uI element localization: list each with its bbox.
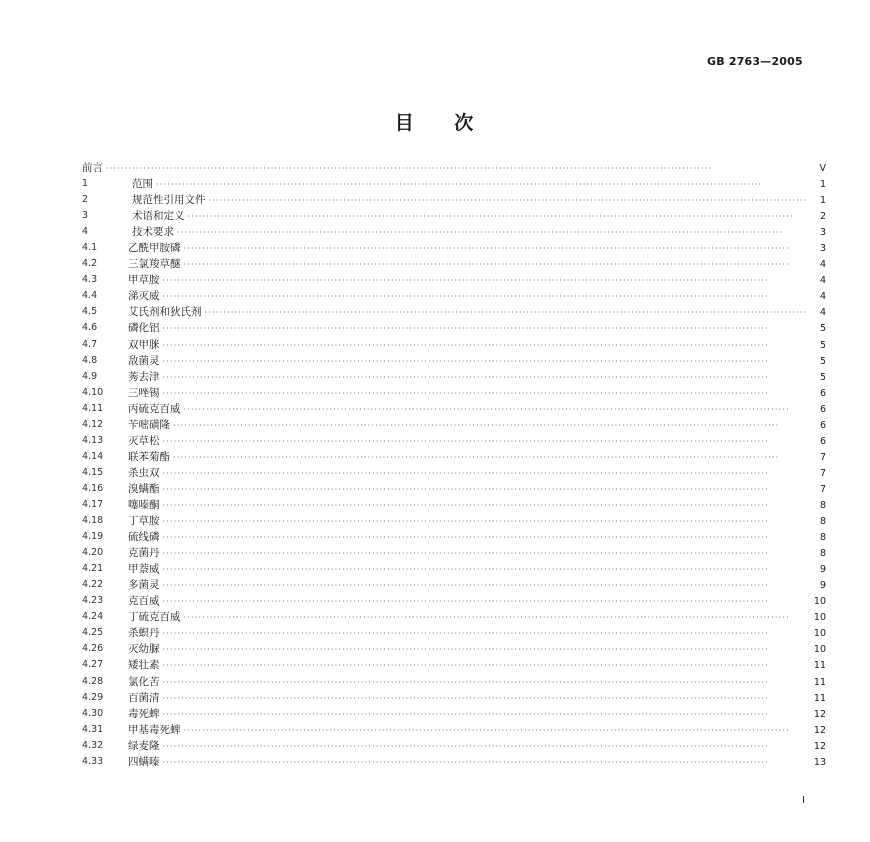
toc-entry-page: 2 — [819, 211, 826, 223]
toc-entry[interactable] — [82, 465, 826, 481]
toc-entry-body — [132, 176, 826, 193]
toc-dot-leader — [163, 675, 809, 691]
toc-dot-leader — [163, 466, 809, 482]
table-of-contents — [82, 160, 826, 770]
toc-entry-number: 3 — [82, 210, 89, 222]
toc-entry-label: 艾氏剂和狄氏剂 — [128, 306, 202, 319]
toc-dot-leader — [163, 370, 809, 386]
toc-entry-page: 10 — [813, 596, 826, 608]
toc-entry-page: 5 — [819, 371, 826, 383]
toc-entry-page: 10 — [813, 644, 826, 656]
toc-entry-label: 丁硫克百威 — [128, 611, 181, 624]
toc-entry[interactable] — [82, 304, 826, 320]
toc-entry[interactable] — [82, 609, 826, 625]
toc-dot-leader — [163, 338, 809, 354]
toc-entry[interactable] — [82, 208, 826, 224]
toc-entry-number: 4 — [82, 226, 89, 238]
toc-entry[interactable] — [82, 337, 826, 353]
toc-entry-number: 4.2 — [82, 258, 98, 270]
toc-dot-leader — [163, 354, 809, 370]
toc-entry-label: 三唑锡 — [128, 386, 160, 399]
toc-entry-number: 4.22 — [82, 579, 104, 591]
toc-dot-leader — [163, 514, 809, 530]
toc-entry-label: 毒死蜱 — [128, 707, 160, 720]
toc-entry-number: 4.30 — [82, 707, 104, 719]
toc-entry-body — [128, 417, 826, 434]
toc-entry-number: 2 — [82, 194, 89, 206]
toc-entry-number: 4.29 — [82, 691, 104, 703]
toc-dot-leader — [163, 707, 809, 723]
toc-entry-body — [128, 433, 826, 450]
toc-dot-leader — [184, 257, 809, 273]
toc-entry-number: 4.20 — [82, 547, 104, 559]
toc-dot-leader — [163, 658, 809, 674]
toc-entry-body — [132, 208, 826, 225]
toc-entry-body — [128, 657, 826, 674]
toc-entry-label: 磷化铝 — [128, 322, 160, 335]
toc-entry[interactable] — [82, 272, 826, 288]
toc-entry-number: 4.25 — [82, 627, 104, 639]
toc-entry-number: 4.9 — [82, 370, 98, 382]
toc-entry-label: 丙硫克百威 — [128, 402, 181, 415]
toc-entry-number: 4.6 — [82, 322, 98, 334]
toc-entry-page: 8 — [819, 516, 826, 528]
toc-entry-number: 4.1 — [82, 242, 98, 254]
toc-entry-body — [128, 593, 826, 610]
toc-entry-number: 1 — [82, 178, 89, 190]
toc-entry-number: 4.8 — [82, 354, 98, 366]
toc-dot-leader — [156, 177, 808, 193]
toc-entry-number: 4.15 — [82, 466, 104, 478]
toc-entry-label: 甲萘威 — [128, 563, 160, 576]
toc-dot-leader — [173, 450, 808, 466]
toc-entry-body — [128, 641, 826, 658]
toc-dot-leader — [184, 241, 809, 257]
toc-dot-leader — [184, 610, 809, 626]
toc-entry-body — [128, 304, 826, 321]
toc-entry-page: 10 — [813, 612, 826, 624]
toc-entry-page: 12 — [813, 740, 826, 752]
toc-entry-body — [128, 545, 826, 562]
toc-entry-body — [128, 738, 826, 755]
toc-entry-number: 4.13 — [82, 434, 104, 446]
toc-entry[interactable] — [82, 690, 826, 706]
toc-entry-page: 12 — [813, 724, 826, 736]
toc-entry-body — [128, 706, 826, 723]
toc-entry-label: 氯化苦 — [128, 675, 160, 688]
toc-entry-body — [128, 385, 826, 402]
toc-entry-label: 杀螟丹 — [128, 627, 160, 640]
toc-dot-leader — [163, 739, 809, 755]
toc-entry-body — [128, 369, 826, 386]
toc-entry-number: 4.26 — [82, 643, 104, 655]
toc-entry-page: 3 — [819, 243, 826, 255]
toc-entry-label: 甲草胺 — [128, 274, 160, 287]
toc-entry-number: 4.28 — [82, 675, 104, 687]
toc-entry-page: 4 — [819, 275, 826, 287]
toc-entry-page: 4 — [819, 307, 826, 319]
toc-entry-label: 丁草胺 — [128, 515, 160, 528]
toc-entry[interactable] — [82, 256, 826, 272]
toc-entry[interactable] — [82, 577, 826, 593]
toc-entry-body — [128, 625, 826, 642]
toc-entry-body — [128, 513, 826, 530]
toc-entry[interactable] — [82, 738, 826, 754]
toc-entry-number: 4.7 — [82, 338, 98, 350]
toc-entry-body — [128, 481, 826, 498]
toc-entry-label: 术语和定义 — [132, 210, 185, 223]
toc-entry-label: 噻嗪酮 — [128, 498, 160, 511]
toc-entry-label: 绿麦隆 — [128, 739, 160, 752]
toc-entry-number: 4.3 — [82, 274, 98, 286]
toc-entry-page: 11 — [813, 660, 826, 672]
toc-entry-page: 7 — [819, 467, 826, 479]
toc-entry-body — [128, 337, 826, 354]
toc-entry-page: 6 — [819, 435, 826, 447]
toc-entry-body — [128, 256, 826, 273]
toc-entry[interactable] — [82, 545, 826, 561]
toc-entry-page: 9 — [819, 564, 826, 576]
toc-entry[interactable] — [82, 641, 826, 657]
toc-dot-leader — [188, 209, 809, 225]
toc-entry-label: 矮壮素 — [128, 659, 160, 672]
toc-entry-page: 13 — [813, 756, 826, 768]
toc-entry-number: 4.17 — [82, 498, 104, 510]
toc-entry-body — [128, 449, 826, 466]
toc-entry[interactable] — [82, 240, 826, 256]
toc-entry-body — [128, 674, 826, 691]
toc-entry-page: 6 — [819, 387, 826, 399]
toc-entry-label: 克菌丹 — [128, 547, 160, 560]
toc-entry-page: 1 — [819, 195, 826, 207]
toc-entry[interactable] — [82, 625, 826, 641]
toc-entry-page: 6 — [819, 419, 826, 431]
toc-entry-page: 12 — [813, 708, 826, 720]
toc-entry[interactable] — [82, 417, 826, 433]
toc-dot-leader — [184, 723, 809, 739]
toc-entry-number: 4.16 — [82, 482, 104, 494]
toc-entry-number: 4.19 — [82, 531, 104, 543]
toc-entry-label: 前言 — [82, 162, 103, 174]
toc-entry[interactable] — [82, 481, 826, 497]
toc-entry-body — [128, 465, 826, 482]
toc-entry[interactable] — [82, 385, 826, 401]
toc-entry-body — [128, 577, 826, 594]
toc-entry[interactable] — [82, 192, 826, 208]
toc-entry-body — [128, 353, 826, 370]
toc-entry-number: 4.27 — [82, 659, 104, 671]
toc-entry-label: 多菌灵 — [128, 579, 160, 592]
toc-entry-body — [132, 224, 826, 241]
toc-entry-number: 4.32 — [82, 739, 104, 751]
toc-dot-leader — [163, 755, 809, 771]
toc-dot-leader — [163, 626, 809, 642]
toc-entry-number: 4.5 — [82, 306, 98, 318]
toc-entry-body — [128, 561, 826, 578]
toc-entry-page: 11 — [813, 692, 826, 704]
toc-entry-label: 双甲脒 — [128, 338, 160, 351]
toc-entry[interactable] — [82, 320, 826, 336]
toc-entry-body — [128, 609, 826, 626]
toc-dot-leader — [163, 642, 809, 658]
toc-entry-number: 4.23 — [82, 595, 104, 607]
toc-entry[interactable] — [82, 433, 826, 449]
toc-entry-label: 灭草松 — [128, 434, 160, 447]
toc-entry-page: 10 — [813, 628, 826, 640]
toc-entry-number: 4.4 — [82, 290, 98, 302]
toc-entry[interactable] — [82, 176, 826, 192]
toc-entry-page: Ⅴ — [819, 163, 826, 174]
toc-entry[interactable] — [82, 593, 826, 609]
toc-entry-number: 4.24 — [82, 611, 104, 623]
toc-entry[interactable] — [82, 449, 826, 465]
toc-entry-body — [128, 401, 826, 418]
toc-entry[interactable] — [82, 706, 826, 722]
toc-entry[interactable] — [82, 513, 826, 529]
toc-entry-page: 6 — [819, 403, 826, 415]
toc-dot-leader — [163, 691, 809, 707]
toc-entry-label: 克百威 — [128, 595, 160, 608]
toc-entry-page: 1 — [819, 179, 826, 191]
toc-entry-label: 苄嘧磺隆 — [128, 418, 170, 431]
toc-entry-label: 莠去津 — [128, 370, 160, 383]
toc-entry-number: 4.12 — [82, 418, 104, 430]
toc-entry[interactable] — [82, 529, 826, 545]
toc-entry-page: 8 — [819, 532, 826, 544]
toc-dot-leader — [163, 273, 809, 289]
toc-entry-body — [128, 722, 826, 739]
toc-entry-page: 7 — [819, 451, 826, 463]
toc-entry[interactable] — [82, 160, 826, 176]
toc-dot-leader — [163, 562, 809, 578]
toc-entry-body — [132, 192, 826, 209]
toc-entry-label: 溴螨酯 — [128, 482, 160, 495]
toc-entry-number: 4.14 — [82, 450, 104, 462]
toc-entry-page: 5 — [819, 339, 826, 351]
toc-entry-page: 9 — [819, 580, 826, 592]
toc-dot-leader — [163, 289, 809, 305]
toc-entry-body — [128, 754, 826, 771]
toc-dot-leader — [177, 225, 808, 241]
toc-dot-leader — [106, 161, 808, 177]
toc-entry-label: 三氯羧草醚 — [128, 258, 181, 271]
toc-dot-leader — [184, 402, 809, 418]
toc-entry-label: 范围 — [132, 178, 153, 191]
toc-entry-page: 3 — [819, 227, 826, 239]
toc-dot-leader — [163, 482, 809, 498]
toc-entry-label: 联苯菊酯 — [128, 450, 170, 463]
toc-dot-leader — [205, 305, 809, 321]
page-number: I — [802, 795, 805, 806]
toc-entry-number: 4.10 — [82, 386, 104, 398]
toc-entry[interactable] — [82, 657, 826, 673]
toc-entry[interactable] — [82, 674, 826, 690]
toc-entry-label: 灭幼脲 — [128, 643, 160, 656]
toc-entry-label: 乙酰甲胺磷 — [128, 242, 181, 255]
toc-dot-leader — [163, 434, 809, 450]
standard-code: GB 2763—2005 — [707, 55, 803, 68]
toc-entry-label: 技术要求 — [132, 226, 174, 239]
toc-dot-leader — [163, 386, 809, 402]
toc-entry-label: 规范性引用文件 — [132, 194, 206, 207]
toc-dot-leader — [163, 498, 809, 514]
toc-entry-body — [128, 529, 826, 546]
toc-entry[interactable] — [82, 353, 826, 369]
toc-entry-page: 4 — [819, 291, 826, 303]
toc-entry-number: 4.18 — [82, 515, 104, 527]
toc-entry[interactable] — [82, 224, 826, 240]
toc-entry-number: 4.21 — [82, 563, 104, 575]
toc-dot-leader — [163, 546, 809, 562]
toc-entry[interactable] — [82, 722, 826, 738]
toc-entry-label: 百菌清 — [128, 691, 160, 704]
toc-entry-body — [82, 160, 826, 177]
toc-dot-leader — [209, 193, 809, 209]
toc-dot-leader — [163, 594, 809, 610]
toc-entry[interactable] — [82, 288, 826, 304]
toc-entry-page: 5 — [819, 323, 826, 335]
toc-entry-label: 敌菌灵 — [128, 354, 160, 367]
toc-entry-body — [128, 497, 826, 514]
toc-dot-leader — [163, 321, 809, 337]
toc-entry-page: 8 — [819, 499, 826, 511]
toc-entry-body — [128, 320, 826, 337]
toc-entry-page: 11 — [813, 676, 826, 688]
toc-entry-label: 硫线磷 — [128, 531, 160, 544]
toc-entry-label: 甲基毒死蜱 — [128, 723, 181, 736]
toc-entry-body — [128, 690, 826, 707]
toc-entry-number: 4.31 — [82, 723, 104, 735]
toc-entry[interactable] — [82, 369, 826, 385]
toc-entry[interactable] — [82, 401, 826, 417]
toc-dot-leader — [173, 418, 808, 434]
toc-dot-leader — [163, 530, 809, 546]
toc-entry-label: 涕灭威 — [128, 290, 160, 303]
toc-entry[interactable] — [82, 497, 826, 513]
toc-entry-page: 8 — [819, 548, 826, 560]
toc-entry-body — [128, 240, 826, 257]
toc-entry-number: 4.11 — [82, 402, 104, 414]
toc-entry-body — [128, 288, 826, 305]
toc-entry-label: 杀虫双 — [128, 466, 160, 479]
toc-entry[interactable] — [82, 754, 826, 770]
toc-entry-page: 4 — [819, 259, 826, 271]
toc-entry-number: 4.33 — [82, 755, 104, 767]
toc-entry-label: 四螨嗪 — [128, 755, 160, 768]
toc-entry-body — [128, 272, 826, 289]
toc-dot-leader — [163, 578, 809, 594]
toc-entry-page: 5 — [819, 355, 826, 367]
toc-entry[interactable] — [82, 561, 826, 577]
page-title: 目 次 — [394, 112, 476, 134]
toc-entry-page: 7 — [819, 483, 826, 495]
